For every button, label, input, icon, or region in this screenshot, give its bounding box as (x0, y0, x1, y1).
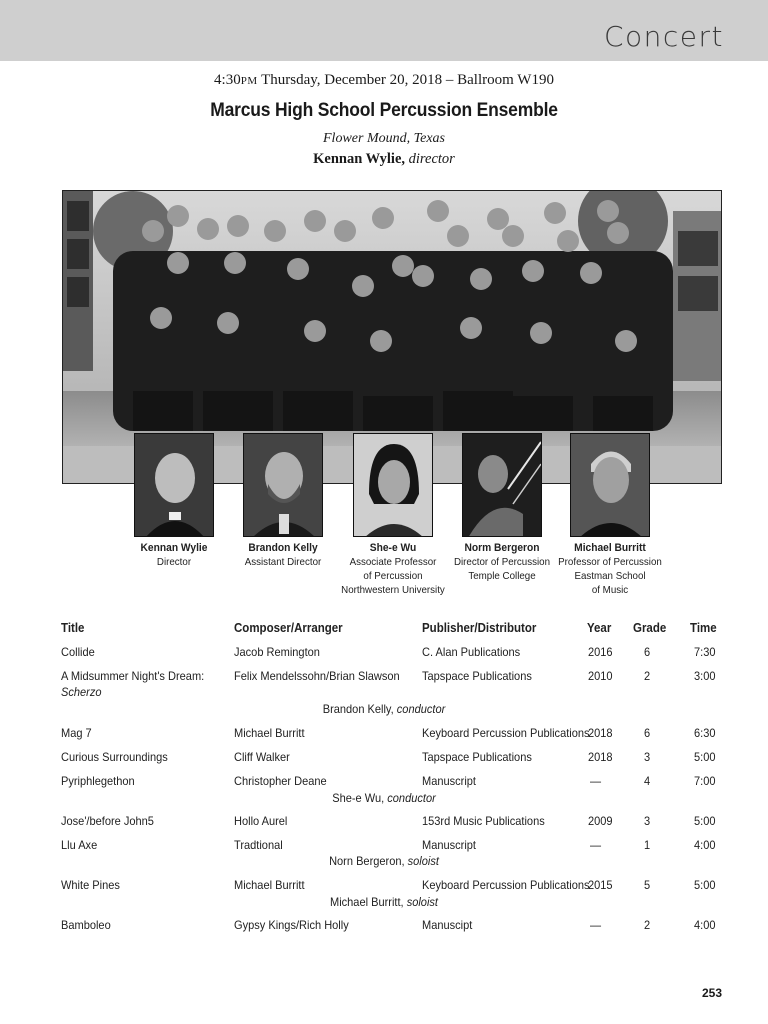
headshot-kennan-wylie (134, 433, 214, 537)
person-she-e-wu (333, 541, 454, 597)
row-publisher: Keyboard Percussion Publications (422, 726, 590, 740)
header-bar (0, 0, 768, 61)
performer-note (31, 854, 738, 868)
row-grade: 6 (644, 645, 651, 659)
note-role: conductor (396, 702, 446, 716)
person-michael-burritt (550, 541, 671, 597)
row-publisher: Keyboard Percussion Publications (422, 878, 590, 892)
row-composer: Felix Mendelssohn/Brian Slawson (234, 669, 400, 683)
row-year: 2018 (588, 726, 613, 740)
row-publisher: Manuscript (422, 838, 476, 852)
row-time: 7:30 (694, 645, 716, 659)
row-title: Jose'/before John5 (61, 814, 154, 828)
row-time: 6:30 (694, 726, 716, 740)
row-composer: Hollo Aurel (234, 814, 288, 828)
person-role: Director of Percussion (453, 556, 551, 568)
event-details: Thursday, December 20, 2018 – Ballroom W190 (261, 72, 554, 88)
page-number: 253 (701, 986, 722, 1000)
row-year: 2010 (588, 669, 613, 683)
note-name: Norn Bergeron, (329, 854, 405, 868)
row-year: 2015 (588, 878, 613, 892)
person-role: Professor of Percussion (558, 556, 662, 568)
row-year: — (590, 838, 602, 852)
performer-note (31, 702, 738, 716)
person-norm-bergeron (442, 541, 563, 583)
headshot-she-e-wu (353, 433, 433, 537)
row-time: 5:00 (694, 814, 716, 828)
row-composer: Jacob Remington (234, 645, 320, 659)
performer-note (31, 895, 738, 909)
person-kennan-wylie (114, 541, 235, 569)
row-grade: 4 (644, 774, 651, 788)
person-affiliation: of Music (591, 584, 629, 596)
event-time: 4:30 (214, 72, 241, 88)
row-publisher: Tapspace Publications (422, 750, 532, 764)
row-year: — (590, 918, 602, 932)
section-title: Concert (603, 20, 724, 53)
ensemble-title: Marcus High School Percussion Ensemble (210, 100, 558, 121)
person-role: Associate Professor (349, 556, 437, 568)
person-brandon-kelly (223, 541, 344, 569)
row-grade: 1 (644, 838, 651, 852)
note-name: Brandon Kelly, (322, 702, 394, 716)
header-title: Title (61, 621, 85, 635)
row-composer: Michael Burritt (234, 878, 305, 892)
row-title: Curious Surroundings (61, 750, 168, 764)
person-name: Brandon Kelly (248, 542, 318, 554)
row-year: 2016 (588, 645, 613, 659)
row-composer: Gypsy Kings/Rich Holly (234, 918, 349, 932)
row-title: Pyriphlegethon (61, 774, 135, 788)
event-datetime (0, 72, 768, 89)
row-publisher: Manuscript (422, 774, 476, 788)
header-grade: Grade (633, 621, 667, 635)
header-time: Time (690, 621, 717, 635)
person-role: of Percussion (363, 570, 423, 582)
row-title: White Pines (61, 878, 120, 892)
person-affiliation: Eastman School (574, 570, 646, 582)
row-year: 2018 (588, 750, 613, 764)
row-year: — (590, 774, 602, 788)
header-year: Year (587, 621, 612, 635)
row-composer: Christopher Deane (234, 774, 327, 788)
director-name: Kennan Wylie, (313, 151, 406, 167)
row-time: 4:00 (694, 918, 716, 932)
row-title: A Midsummer Night's Dream: (61, 669, 205, 683)
headshot-norm-bergeron (462, 433, 542, 537)
row-grade: 3 (644, 750, 651, 764)
person-name: Michael Burritt (574, 542, 646, 554)
row-grade: 3 (644, 814, 651, 828)
headshot-michael-burritt (570, 433, 650, 537)
note-role: soloist (407, 854, 439, 868)
row-time: 3:00 (694, 669, 716, 683)
row-composer: Cliff Walker (234, 750, 290, 764)
headshot-brandon-kelly (243, 433, 323, 537)
director-role: director (408, 151, 455, 167)
note-name: Michael Burritt, (329, 895, 404, 909)
row-title: Llu Axe (61, 838, 98, 852)
header-composer: Composer/Arranger (234, 621, 343, 635)
note-name: She-e Wu, (332, 791, 385, 805)
row-grade: 2 (644, 918, 651, 932)
row-year: 2009 (588, 814, 613, 828)
row-time: 7:00 (694, 774, 716, 788)
row-time: 5:00 (694, 750, 716, 764)
person-affiliation: Northwestern University (341, 584, 445, 596)
row-grade: 2 (644, 669, 651, 683)
row-time: 4:00 (694, 838, 716, 852)
row-publisher: C. Alan Publications (422, 645, 521, 659)
row-grade: 5 (644, 878, 651, 892)
person-name: She-e Wu (369, 542, 417, 554)
person-affiliation: Temple College (468, 570, 536, 582)
note-role: soloist (406, 895, 438, 909)
row-publisher: Tapspace Publications (422, 669, 532, 683)
director-line (0, 151, 768, 168)
note-role: conductor (387, 791, 436, 805)
row-title: Mag 7 (61, 726, 92, 740)
row-composer: Michael Burritt (234, 726, 305, 740)
row-grade: 6 (644, 726, 651, 740)
person-role: Director (156, 556, 192, 568)
row-time: 5:00 (694, 878, 716, 892)
row-publisher: Manuscipt (422, 918, 473, 932)
row-subtitle: Scherzo (61, 685, 102, 699)
row-title: Collide (61, 645, 95, 659)
row-composer: Tradtional (234, 838, 283, 852)
event-time-suffix: PM (240, 75, 258, 87)
performer-note (31, 791, 738, 805)
header-publisher: Publisher/Distributor (422, 621, 537, 635)
person-name: Kennan Wylie (140, 542, 208, 554)
row-publisher: 153rd Music Publications (422, 814, 545, 828)
person-role: Assistant Director (244, 556, 322, 568)
ensemble-location: Flower Mound, Texas (323, 131, 445, 146)
person-name: Norm Bergeron (464, 542, 540, 554)
row-title: Bamboleo (61, 918, 111, 932)
